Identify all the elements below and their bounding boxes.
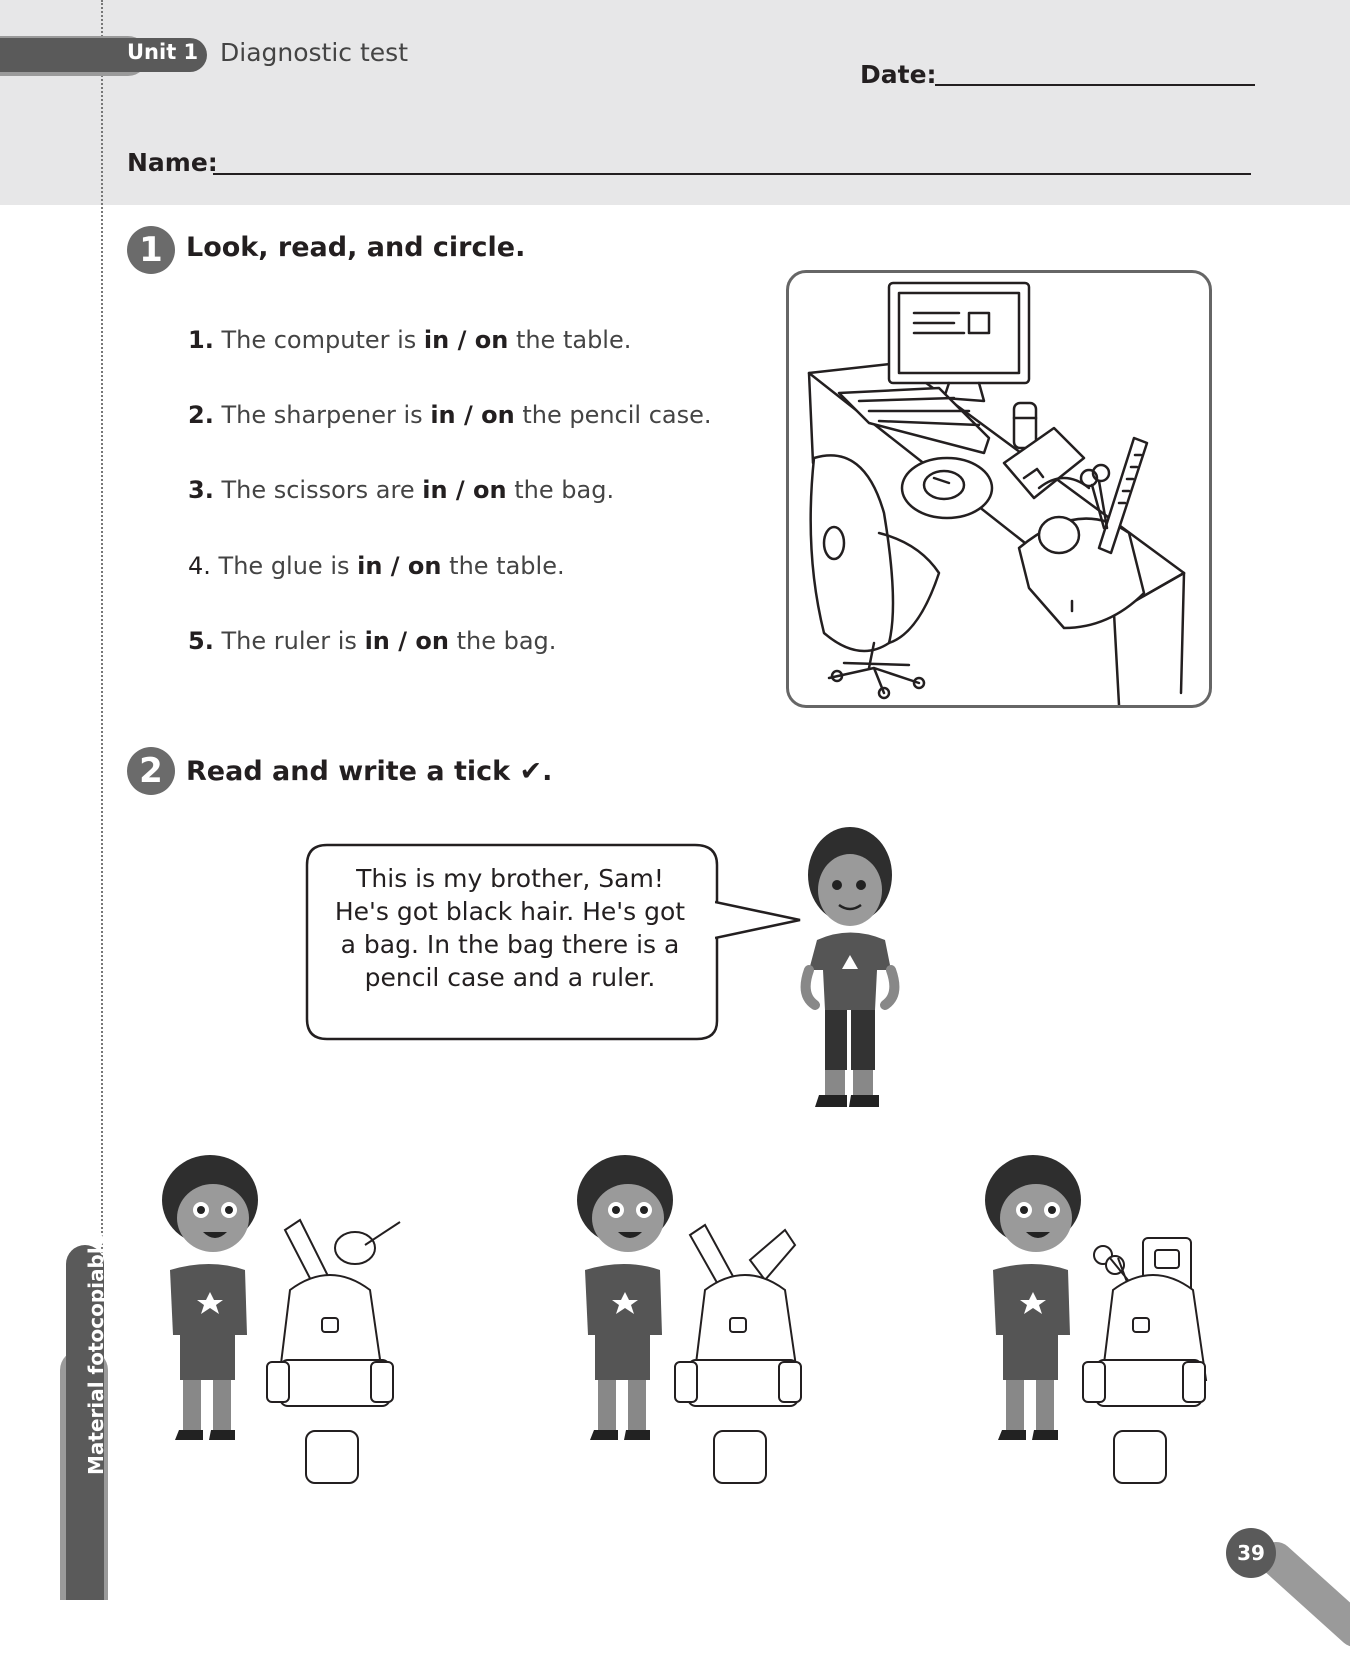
- item-choice[interactable]: in / on: [423, 326, 509, 354]
- item-number: 4.: [188, 552, 211, 580]
- item-choice[interactable]: in / on: [364, 627, 449, 655]
- item-text-after: the table.: [515, 326, 632, 354]
- exercise-1-item-5: [188, 627, 556, 655]
- item-text-after: the bag.: [514, 476, 615, 504]
- option-1-illustration: [155, 1150, 435, 1485]
- speech-line: He's got black hair. He's got: [334, 897, 686, 926]
- mouse-icon: [902, 458, 992, 518]
- page-title: Diagnostic test: [220, 38, 409, 67]
- exercise-1-item-1: [188, 326, 631, 354]
- exercise-1-number: 1: [127, 226, 175, 274]
- item-text-before: The computer is: [221, 326, 417, 354]
- item-choice[interactable]: in / on: [430, 401, 515, 429]
- exercise-1-item-2: [188, 401, 712, 429]
- item-number: 5.: [188, 627, 214, 655]
- speech-line: pencil case and a ruler.: [364, 963, 656, 992]
- option-3-tickbox[interactable]: [1113, 1430, 1167, 1484]
- item-choice[interactable]: in / on: [422, 476, 507, 504]
- date-field[interactable]: [935, 84, 1255, 86]
- option-2-tickbox[interactable]: [713, 1430, 767, 1484]
- unit-label: Unit 1: [127, 40, 199, 64]
- option-1: [155, 1150, 435, 1485]
- item-text-before: The sharpener is: [221, 401, 423, 429]
- speech-line: This is my brother, Sam!: [356, 864, 664, 893]
- item-choice[interactable]: in / on: [357, 552, 442, 580]
- speech-text: [320, 862, 700, 994]
- item-text-after: the bag.: [456, 627, 557, 655]
- item-number: 1.: [188, 326, 214, 354]
- exercise-2-instruction: Read and write a tick: [186, 756, 511, 787]
- speech-bubble-tail: [715, 900, 805, 940]
- exercise-2-number: 2: [127, 747, 175, 795]
- name-field[interactable]: [213, 173, 1251, 175]
- option-2: [570, 1150, 850, 1485]
- option-1-tickbox[interactable]: [305, 1430, 359, 1484]
- tick-icon: ✔: [519, 756, 543, 787]
- desk-illustration: [786, 270, 1212, 708]
- item-text-before: The scissors are: [221, 476, 415, 504]
- speech-line: a bag. In the bag there is a: [340, 930, 680, 959]
- exercise-1-item-3: [188, 476, 614, 504]
- item-text-before: The glue is: [218, 552, 350, 580]
- option-2-illustration: [570, 1150, 850, 1485]
- computer-monitor-icon: [889, 283, 1029, 401]
- item-text-before: The ruler is: [221, 627, 357, 655]
- photocopiable-label: Material fotocopiable: [84, 1233, 108, 1475]
- exercise-1-instruction: Look, read, and circle.: [186, 232, 526, 263]
- exercise-1-item-4: [188, 552, 565, 580]
- speaker-boy-illustration: [795, 820, 905, 1120]
- instruction-period: .: [542, 756, 553, 787]
- exercise-2-instruction-row: [186, 756, 552, 787]
- name-label: Name:: [127, 148, 218, 177]
- page-number: 39: [1226, 1528, 1276, 1578]
- option-3: [978, 1150, 1258, 1485]
- item-number: 3.: [188, 476, 214, 504]
- item-text-after: the pencil case.: [522, 401, 712, 429]
- item-text-after: the table.: [449, 552, 565, 580]
- date-label: Date:: [860, 60, 937, 89]
- glue-stick-icon: [1014, 403, 1036, 448]
- item-number: 2.: [188, 401, 214, 429]
